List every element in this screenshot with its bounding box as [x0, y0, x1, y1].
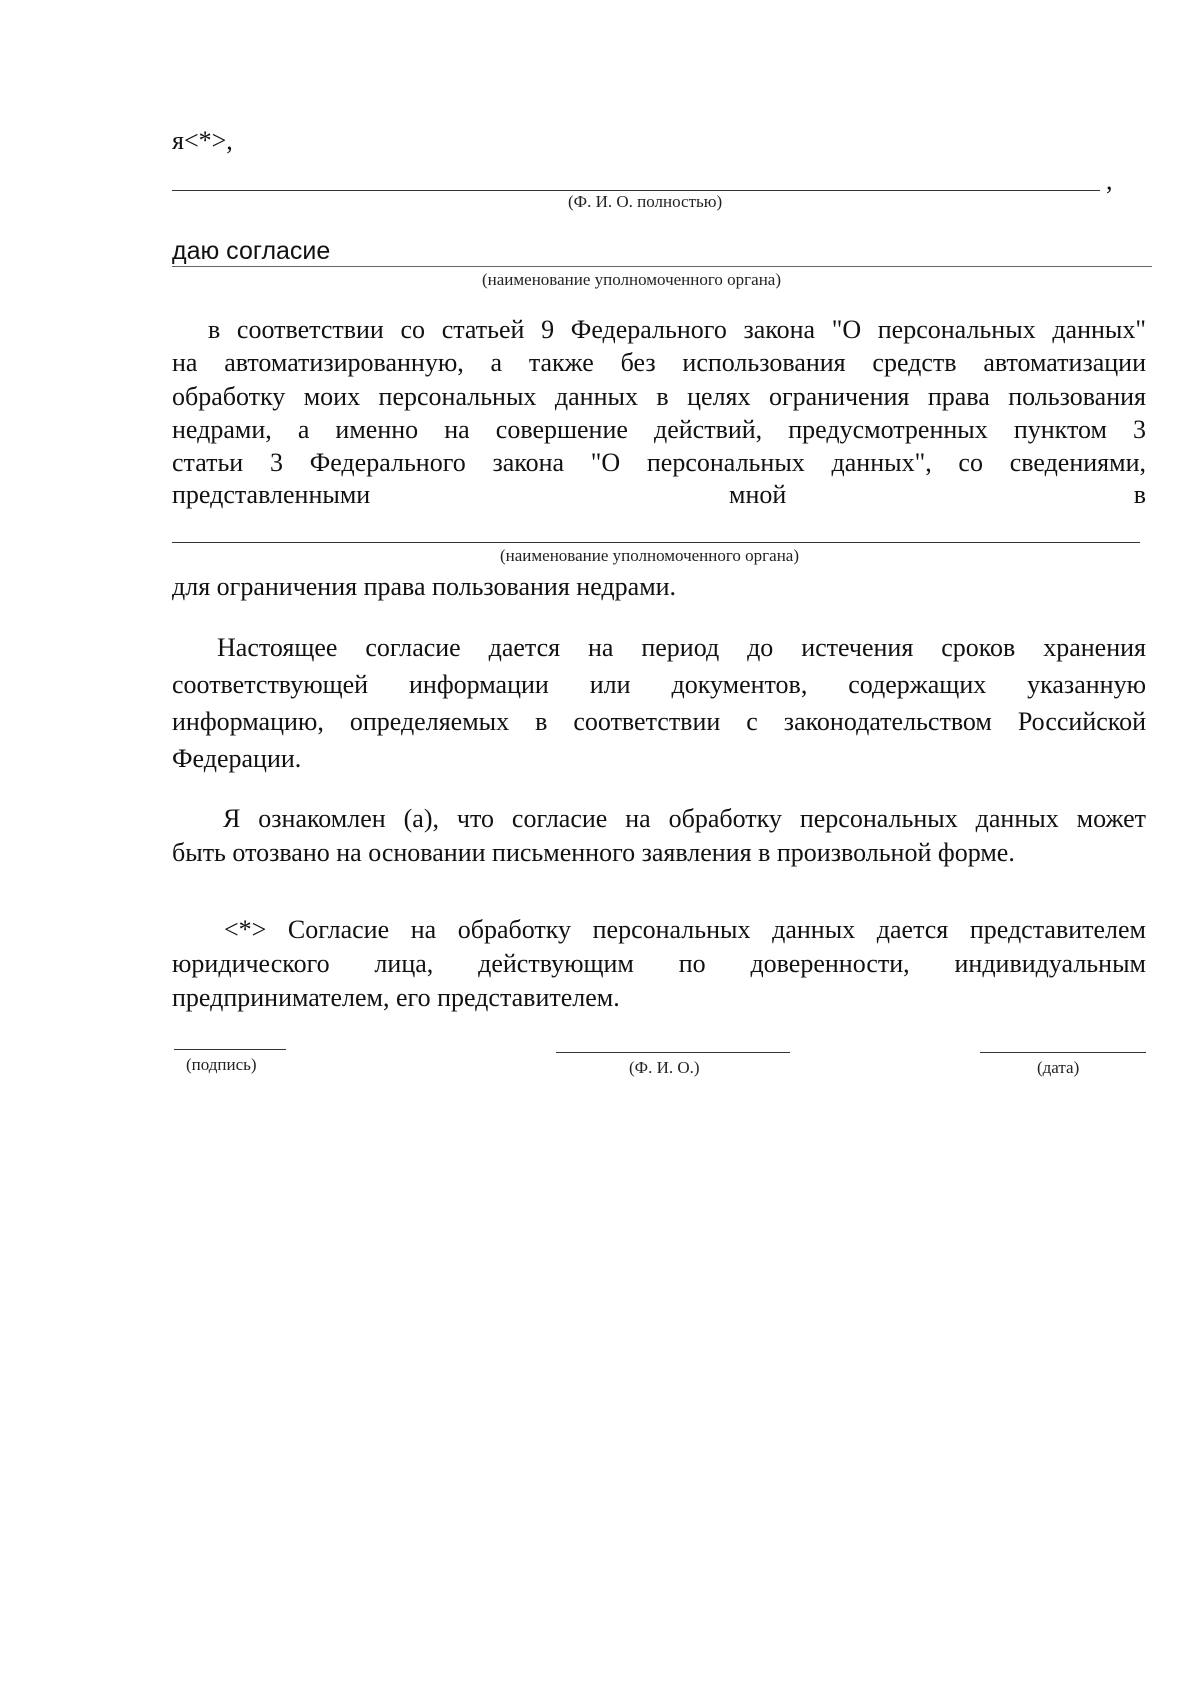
paragraph-1-line-3: обработку моих персональных данных в целях ограничения права пользования — [172, 382, 1146, 411]
paragraph-1-line-6 — [172, 478, 1146, 512]
paragraph-3-line-1: Я ознакомлен (а), что согласие на обработку персональных данных может — [223, 804, 1146, 833]
word-mnoy: мной — [729, 480, 787, 509]
paragraph-2-line-4: Федерации. — [172, 744, 302, 773]
paragraph-1-line-5: статьи 3 Федерального закона "О персональных данных", со сведениями, — [172, 448, 1146, 477]
fio-fill-line — [172, 190, 1100, 191]
word-predstavlennymi: представленными — [172, 480, 371, 509]
paragraph-2-line-2: соответствующей информации или документов, содержащих указанную — [172, 670, 1146, 699]
signature-caption: (подпись) — [186, 1055, 257, 1074]
fio-line-comma: , — [1106, 166, 1113, 195]
paragraph-1-line-4: недрами, а именно на совершение действий, предусмотренных пунктом 3 — [172, 415, 1146, 444]
paragraph-1-tail: для ограничения права пользования недрами. — [172, 572, 677, 601]
date-line — [980, 1052, 1146, 1053]
paragraph-1-line-1: в соответствии со статьей 9 Федерального закона "О персональных данных" — [208, 315, 1146, 344]
fio-caption: (Ф. И. О. полностью) — [568, 192, 723, 211]
footnote-line-1: <*> Согласие на обработку персональных данных дается представителем — [224, 915, 1146, 944]
date-caption: (дата) — [1037, 1058, 1080, 1077]
ya-label: я<*>, — [172, 126, 233, 155]
word-v: в — [1133, 480, 1146, 509]
consent-label: даю согласие — [172, 237, 331, 265]
organ-fill-line-2 — [172, 542, 1140, 543]
organ-fill-line-1 — [172, 266, 1152, 267]
fio-signature-caption: (Ф. И. О.) — [629, 1058, 700, 1077]
footnote-line-2: юридического лица, действующим по доверенности, индивидуальным — [172, 949, 1146, 978]
footnote-line-3: предпринимателем, его представителем. — [172, 983, 620, 1012]
paragraph-3-line-2: быть отозвано на основании письменного заявления в произвольной форме. — [172, 838, 1015, 867]
organ-caption-2: (наименование уполномоченного органа) — [500, 546, 800, 565]
paragraph-2-line-1: Настоящее согласие дается на период до истечения сроков хранения — [217, 633, 1146, 662]
paragraph-1-line-2: на автоматизированную, а также без использования средств автоматизации — [172, 348, 1146, 377]
paragraph-2-line-3: информацию, определяемых в соответствии с законодательством Российской — [172, 707, 1146, 736]
signature-line — [174, 1049, 286, 1050]
organ-caption-1: (наименование уполномоченного органа) — [482, 270, 782, 289]
fio-signature-line — [556, 1052, 790, 1053]
